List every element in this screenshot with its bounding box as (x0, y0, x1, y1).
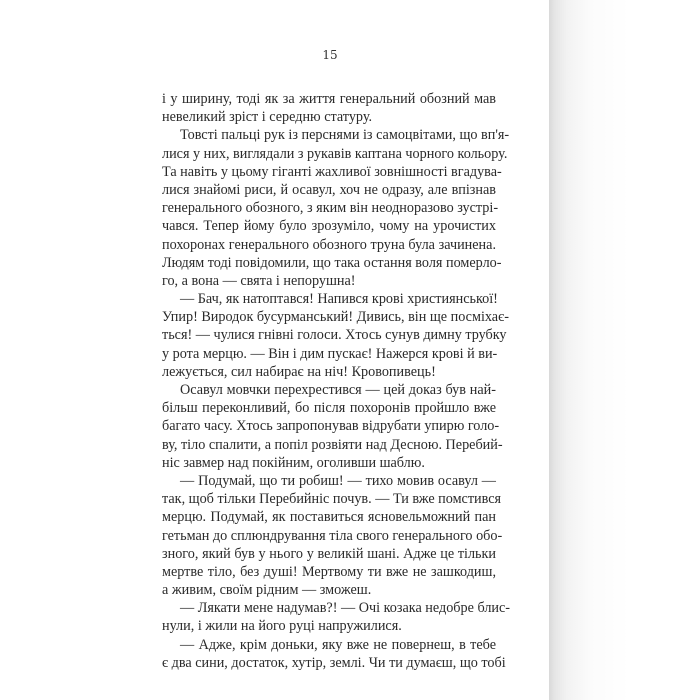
text-line: зного, який був у нього у великій шані. Адже це тільки (162, 545, 496, 562)
text-line: ться! — чулися гнівні голоси. Хтось сунув димну трубку (162, 327, 507, 344)
text-line: лися у них, виглядали з рукавів каптана чорного кольору. (162, 145, 508, 162)
page-number: 15 (322, 48, 338, 62)
text-line: — Адже, крім доньки, яку вже не повернеш, в тебе (180, 636, 496, 653)
text-line: нули, і жили на його руці напружилися. (162, 618, 402, 635)
text-line: Товсті пальці рук із перснями із самоцвітами, що вп'я- (180, 127, 510, 144)
text-line: — Подумай, що ти робиш! — тихо мовив осавул — (180, 472, 496, 489)
text-line: і у ширину, тоді як за життя генеральний обозний мав (162, 91, 496, 107)
text-line: похоронах генерального обозного труна була зачинена. (162, 236, 496, 253)
text-line: ніс завмер над покійним, оголивши шаблю. (162, 454, 425, 471)
text-line: багато часу. Хтось запропонував відрубати упирю голо- (162, 418, 500, 435)
text-line: Упир! Виродок бусурманський! Дивись, він ще посміхає- (162, 309, 509, 326)
text-line: — Бач, як натоптався! Напився крові християнської! (180, 291, 498, 308)
body-text (162, 90, 511, 672)
text-line: Осавул мовчки перехрестився — цей доказ був най- (180, 382, 496, 398)
text-line: лися знайомі риси, й осавул, хоч не одразу, але впізнав (162, 181, 496, 198)
text-line: у рота мерцю. — Він і дим пускає! Нажерся крові й ви- (162, 345, 498, 362)
text-line: чався. Тепер йому було зрозуміло, чому на урочистих (162, 218, 496, 235)
text-line: більш переконливий, бо після похоронів пройшло вже (162, 400, 496, 417)
text-line: мерцю. Подумай, як поставиться ясновельможний пан (162, 509, 496, 526)
text-line: — Лякати мене надумав?! — Очі козака недобре блис- (180, 600, 511, 617)
text-line: лежується, сил набирає на ніч! Кровопивець! (162, 363, 436, 380)
text-line: ву, тіло спалити, а попіл розвіяти над Десною. Перебий- (162, 436, 503, 453)
text-line: а живим, своїм рідним — зможеш. (162, 582, 372, 599)
text-line: так, щоб тільки Перебийніс почув. — Ти вже помстився (162, 491, 502, 508)
page-edge-shadow (549, 0, 700, 700)
text-line: мертве тіло, без душі! Мертвому ти вже не зашкодиш, (162, 563, 496, 580)
text-line: го, а вона — свята і непорушна! (162, 272, 356, 289)
text-line: є два сини, достаток, хутір, землі. Чи ти думаєш, що тобі (162, 654, 506, 671)
text-line: Людям тоді повідомили, що така остання воля померло- (162, 254, 502, 271)
text-line: гетьман до сплюндрування тіла свого генерального обо- (162, 527, 503, 544)
text-line: Та навіть у цьому гіганті жахливої зовнішності вгадува- (162, 163, 502, 180)
text-line: генерального обозного, з яким він неодноразово зустрі- (162, 200, 499, 217)
text-line: невеликий зріст і середню статуру. (162, 109, 373, 126)
